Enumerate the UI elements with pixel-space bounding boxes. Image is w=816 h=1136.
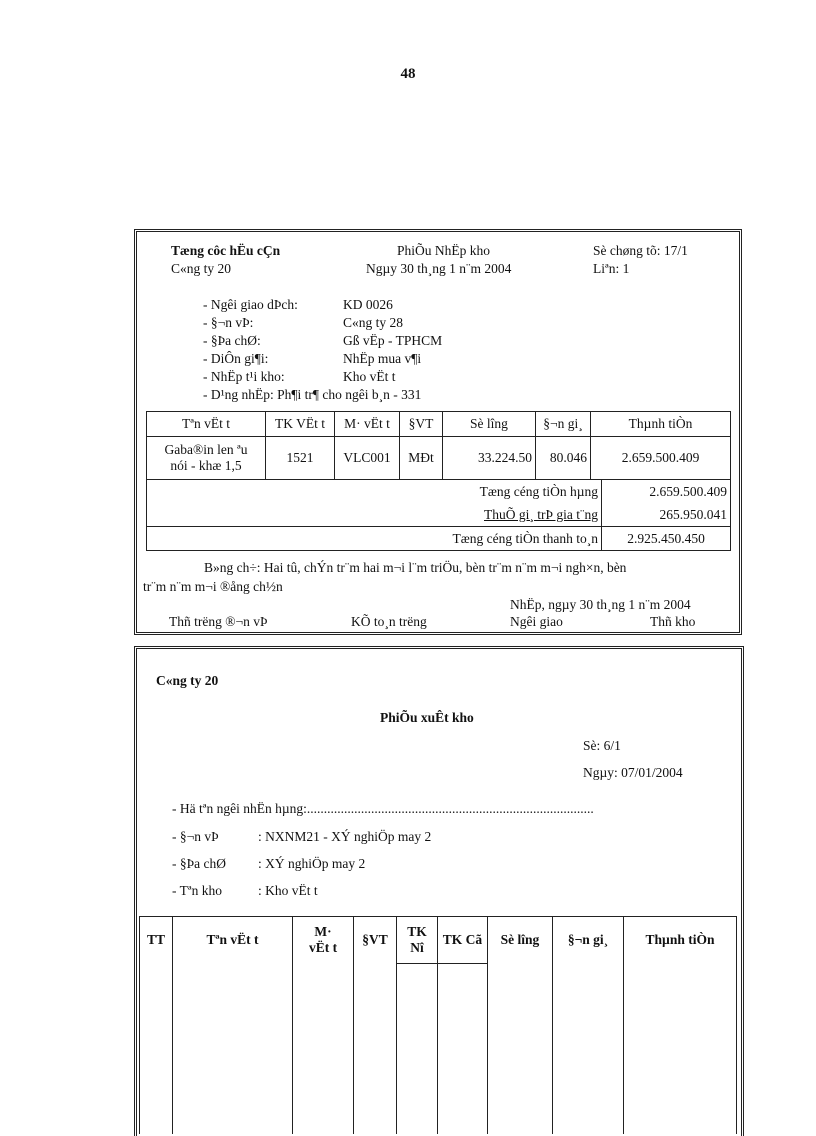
col-header-quantity: Sè lîng xyxy=(443,412,536,437)
col-header-tt: TT xyxy=(140,917,173,964)
col-header-debit-line: Nî xyxy=(410,940,424,955)
col-header-unit: §VT xyxy=(354,917,397,964)
table-cell xyxy=(438,964,488,1134)
item-amount: 2.659.500.409 xyxy=(591,437,731,480)
col-header-unit-price: §¬n gi¸ xyxy=(553,917,624,964)
info-label: - §Þa chØ: xyxy=(203,333,261,348)
col-header-unit: §VT xyxy=(400,412,443,437)
col-header-debit xyxy=(397,917,438,964)
total-value: 2.925.450.450 xyxy=(602,527,731,551)
item-quantity: 33.224.50 xyxy=(443,437,536,480)
col-header-account: TK VËt t xyxy=(266,412,335,437)
receipt-org-header: Tæng côc hËu cÇn xyxy=(171,243,281,258)
table-cell xyxy=(293,964,354,1134)
issue-title: PhiÕu xuÊt kho xyxy=(380,710,474,725)
issue-number: Sè: 6/1 xyxy=(583,738,621,753)
item-name xyxy=(147,437,266,480)
table-cell xyxy=(397,964,438,1134)
subtotal-value: 2.659.500.409 xyxy=(602,480,731,503)
amount-in-words: B»ng ch÷: Hai tû, chÝn tr¨m hai m¬i l¨m triÖu, bèn tr¨m n¨m m¬i ngh×n, bèn xyxy=(204,560,627,575)
signature-director: Thñ trëng ®¬n vÞ xyxy=(169,614,268,629)
vat-label: ThuÕ gi¸ trÞ gia t¨ng xyxy=(147,503,602,527)
col-header-amount: Thµnh tiÒn xyxy=(624,917,737,964)
issue-field-value: : Kho vËt t xyxy=(258,883,318,898)
vat-row xyxy=(147,503,731,527)
table-header-row xyxy=(140,917,737,964)
info-value: NhËp mua v¶i xyxy=(343,351,422,366)
col-header-unit-price: §¬n gi¸ xyxy=(536,412,591,437)
sign-date: NhËp, ngµy 30 th¸ng 1 n¨m 2004 xyxy=(510,597,691,612)
info-label: - §¬n vÞ: xyxy=(203,315,254,330)
col-header-code: M· vËt t xyxy=(335,412,400,437)
issue-field-label: - §Þa chØ xyxy=(172,856,226,871)
subtotal-row xyxy=(147,480,731,503)
signature-chief-accountant: KÕ to¸n trëng xyxy=(351,614,427,629)
signature-storekeeper: Thñ kho xyxy=(650,614,696,629)
info-label: - NhËp t¹i kho: xyxy=(203,369,285,384)
receipt-items-table xyxy=(146,411,731,480)
issue-date: Ngµy: 07/01/2004 xyxy=(583,765,683,780)
col-header-debit-line: TK xyxy=(407,924,427,939)
total-label: Tæng céng tiÒn thanh to¸n xyxy=(147,527,602,551)
info-value: Kho vËt t xyxy=(343,369,396,384)
subtotal-label: Tæng céng tiÒn hµng xyxy=(147,480,602,503)
info-value: C«ng ty 28 xyxy=(343,315,404,330)
col-header-amount: Thµnh tiÒn xyxy=(591,412,731,437)
col-header-credit: TK Cã xyxy=(438,917,488,964)
col-header-quantity: Sè lîng xyxy=(488,917,553,964)
table-cell xyxy=(488,964,553,1134)
info-value: KD 0026 xyxy=(343,297,393,312)
payment-type: - D¹ng nhËp: Ph¶i tr¶ cho ngêi b¸n - 331 xyxy=(203,387,422,402)
table-body-row xyxy=(140,964,737,1134)
page-number: 48 xyxy=(400,66,416,82)
receiver-name-line: - Hä tªn ngêi nhËn hµng:..................................................................................... xyxy=(172,801,594,816)
col-header-code-line: M· xyxy=(314,924,332,940)
item-code: VLC001 xyxy=(335,437,400,480)
issue-field-label: - §¬n vÞ xyxy=(172,829,219,844)
receipt-totals xyxy=(146,480,731,551)
total-row xyxy=(147,527,731,551)
table-cell xyxy=(624,964,737,1134)
receipt-doc-number: Sè chøng tõ: 17/1 xyxy=(593,243,688,258)
vat-value: 265.950.041 xyxy=(602,503,731,527)
col-header-name: Tªn vËt t xyxy=(147,412,266,437)
table-cell xyxy=(173,964,293,1134)
issue-field-value: : XÝ nghiÖp may 2 xyxy=(258,856,366,871)
item-account: 1521 xyxy=(266,437,335,480)
receipt-title: PhiÕu NhËp kho xyxy=(397,243,491,258)
receipt-date: Ngµy 30 th¸ng 1 n¨m 2004 xyxy=(366,261,512,276)
receipt-company: C«ng ty 20 xyxy=(171,261,232,276)
issue-field-label: - Tªn kho xyxy=(172,883,222,898)
signature-deliverer: Ngêi giao xyxy=(510,614,563,629)
table-header-row xyxy=(147,412,731,437)
issue-items-table xyxy=(139,916,737,1134)
item-name-line: nói - khæ 1,5 xyxy=(170,458,242,473)
amount-in-words-cont: tr¨m n¨m m¬i ®ång ch½n xyxy=(143,579,283,594)
table-cell xyxy=(140,964,173,1134)
table-cell xyxy=(553,964,624,1134)
item-unit-price: 80.046 xyxy=(536,437,591,480)
signature-row xyxy=(136,613,740,632)
item-name-line: Gaba®in len ªu xyxy=(164,442,248,457)
receipt-copy-number: Liªn: 1 xyxy=(593,261,630,276)
table-row xyxy=(147,437,731,480)
info-label: - DiÔn gi¶i: xyxy=(203,351,269,366)
col-header-code-line: vËt t xyxy=(308,940,338,956)
issue-company: C«ng ty 20 xyxy=(156,673,219,688)
issue-field-value: : NXNM21 - XÝ nghiÖp may 2 xyxy=(258,829,432,844)
info-value: Gß vËp - TPHCM xyxy=(343,333,443,348)
item-unit: MÐt xyxy=(400,437,443,480)
col-header-code xyxy=(293,917,354,964)
table-cell xyxy=(354,964,397,1134)
info-label: - Ngêi giao dÞch: xyxy=(203,297,298,312)
col-header-name: Tªn vËt t xyxy=(173,917,293,964)
